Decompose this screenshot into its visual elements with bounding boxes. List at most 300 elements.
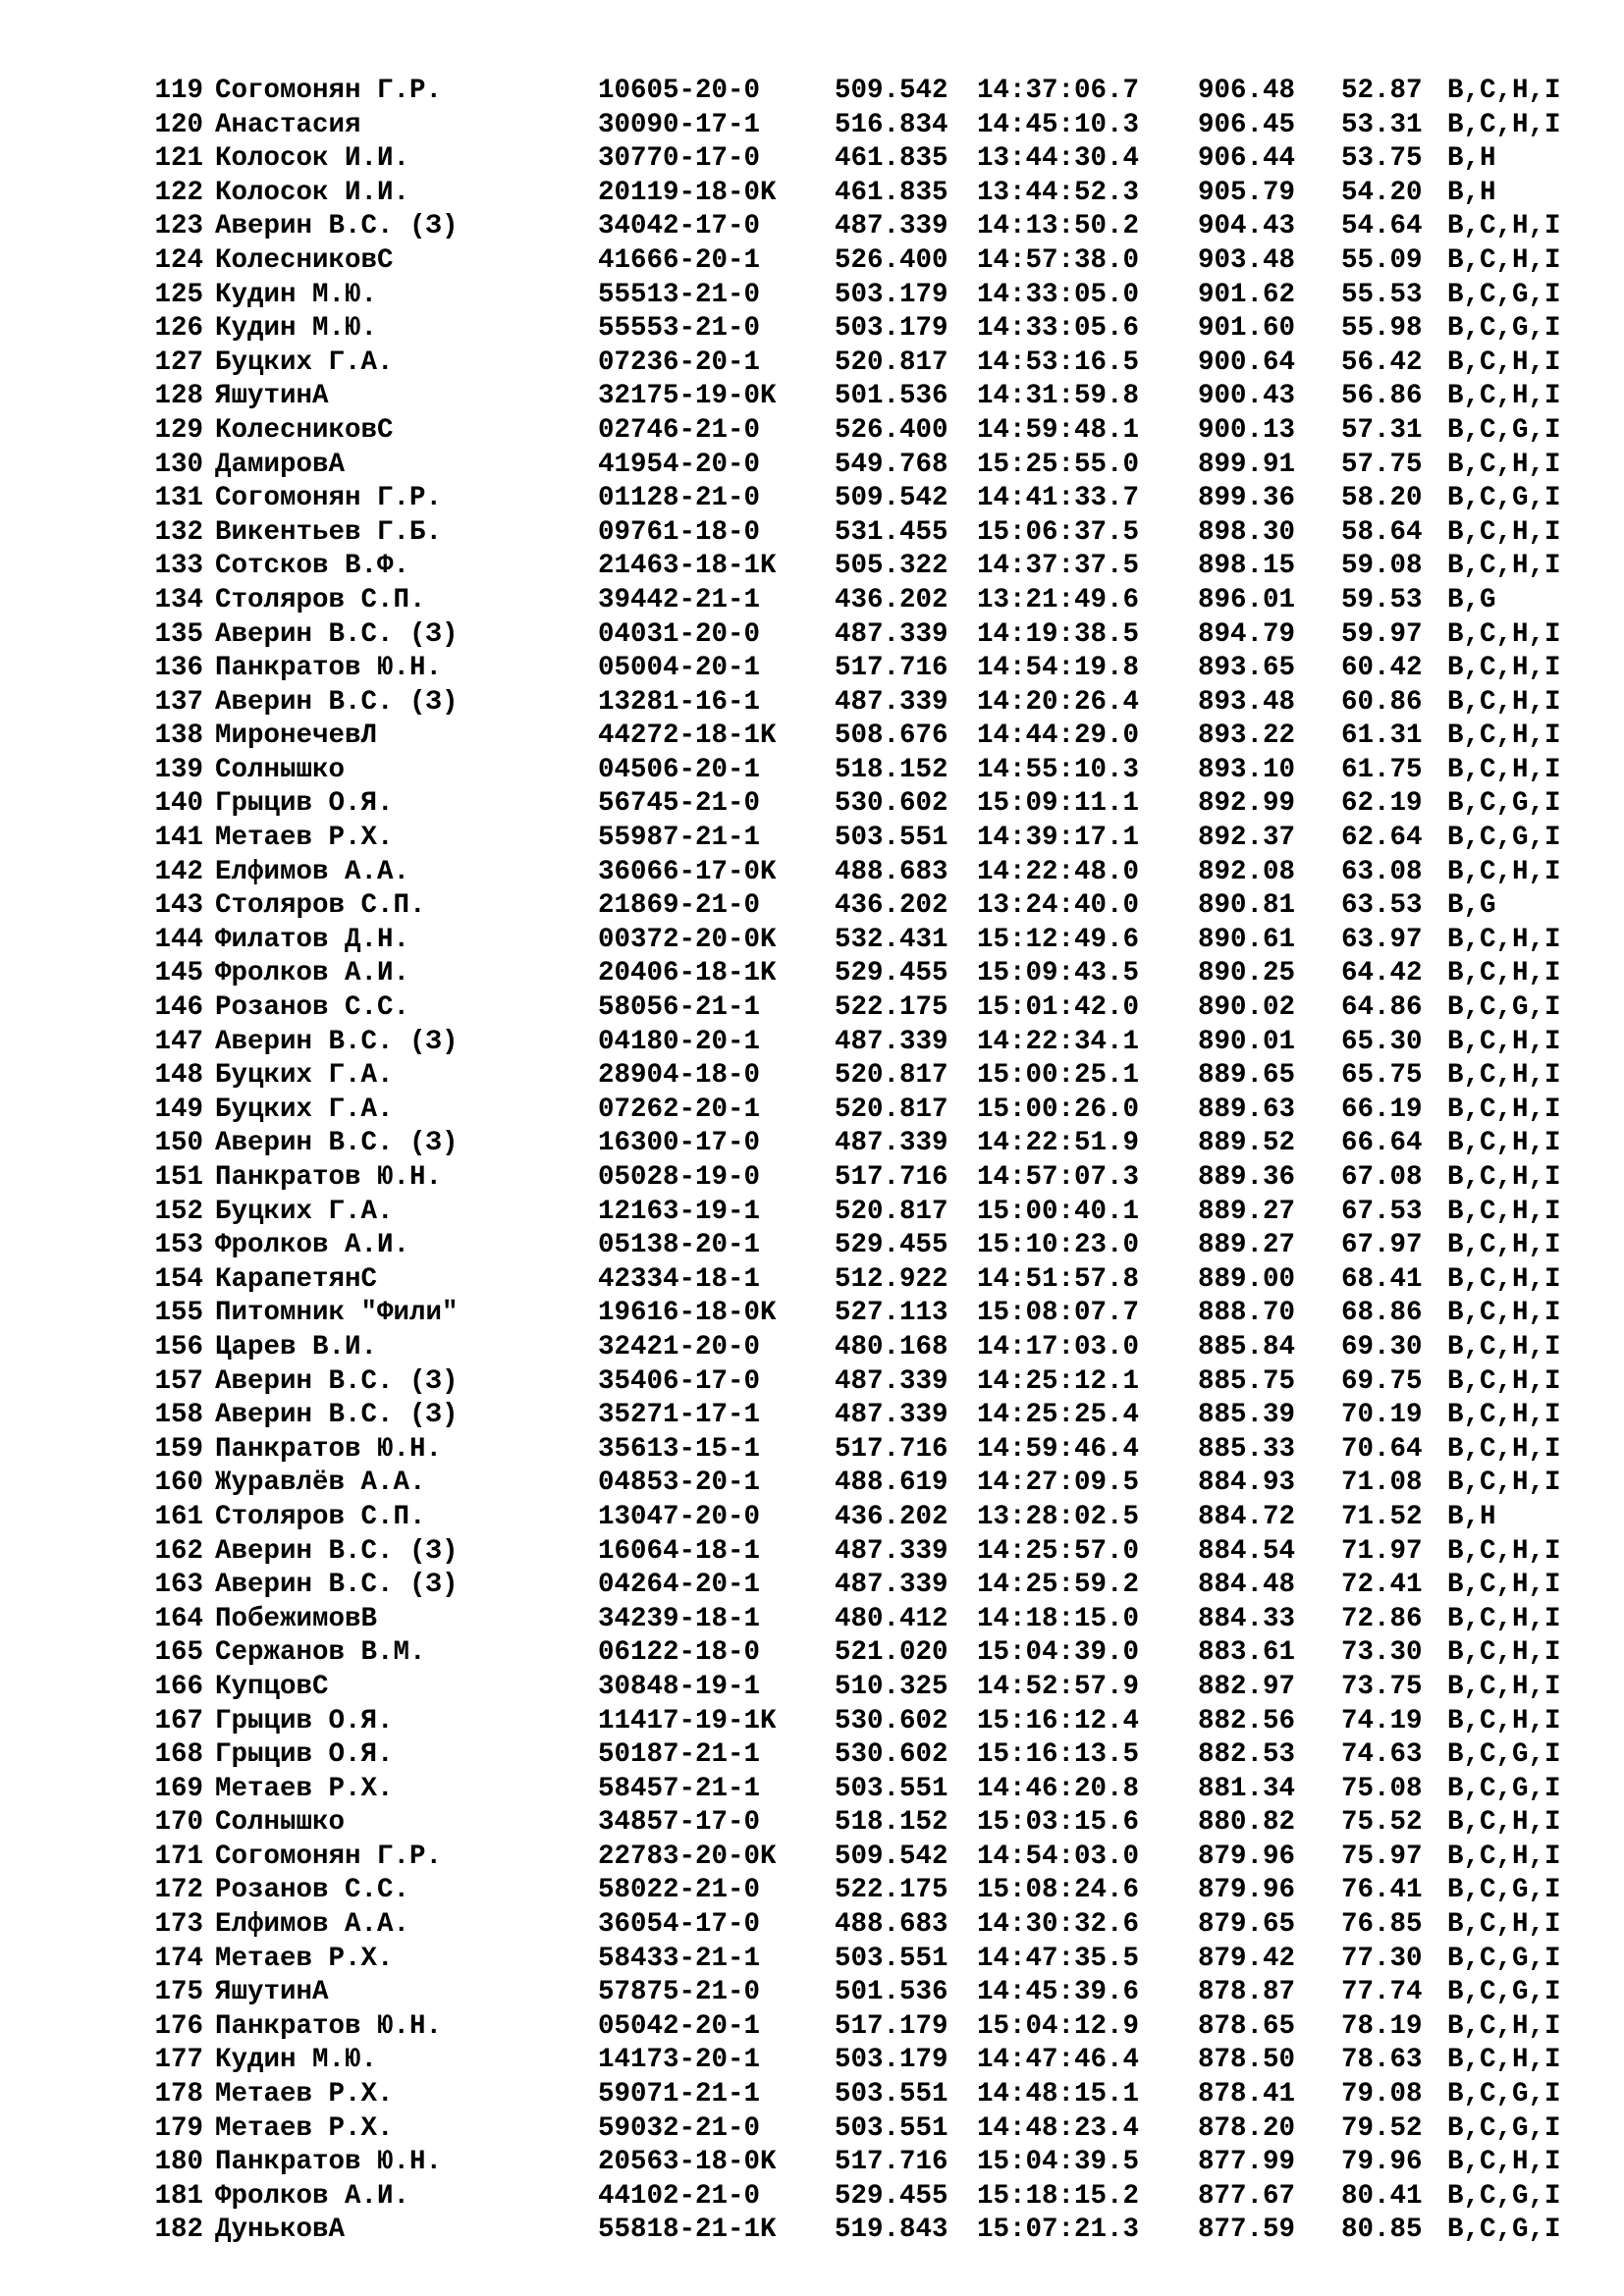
distance-value: 517.179: [835, 2010, 948, 2042]
place-number: 127: [154, 347, 203, 378]
place-number: 172: [154, 1875, 203, 1906]
category-tags: B,C,H,I: [1447, 1230, 1561, 1261]
ring-number: 05028-19-0: [598, 1162, 761, 1193]
table-row: [0, 856, 1624, 890]
speed-value: 893.65: [1198, 653, 1296, 684]
speed-value: 884.33: [1198, 1603, 1296, 1634]
place-number: 142: [154, 856, 203, 887]
ring-number: 05042-20-1: [598, 2010, 761, 2042]
place-number: 144: [154, 924, 203, 955]
arrival-time: 14:18:15.0: [977, 1603, 1140, 1634]
arrival-time: 14:55:10.3: [977, 754, 1140, 785]
speed-value: 878.41: [1198, 2079, 1296, 2110]
fancier-name: Аверин В.С. (З): [215, 1400, 459, 1431]
distance-value: 530.602: [835, 788, 948, 820]
fancier-name: Панкратов Ю.Н.: [215, 2147, 443, 2178]
distance-value: 530.602: [835, 1739, 948, 1771]
speed-value: 893.22: [1198, 721, 1296, 752]
arrival-time: 14:31:59.8: [977, 381, 1140, 412]
arrival-time: 14:25:25.4: [977, 1400, 1140, 1431]
place-number: 169: [154, 1773, 203, 1804]
place-number: 143: [154, 890, 203, 922]
speed-value: 882.97: [1198, 1671, 1296, 1702]
category-tags: B,G: [1447, 890, 1496, 922]
coefficient-value: 64.42: [1341, 958, 1423, 989]
distance-value: 522.175: [835, 992, 948, 1024]
fancier-name: Аверин В.С. (З): [215, 686, 459, 718]
arrival-time: 14:25:57.0: [977, 1535, 1140, 1567]
speed-value: 884.54: [1198, 1535, 1296, 1567]
category-tags: B,C,H,I: [1447, 449, 1561, 480]
coefficient-value: 77.30: [1341, 1943, 1423, 1974]
speed-value: 879.42: [1198, 1943, 1296, 1974]
table-row: [0, 2112, 1624, 2147]
coefficient-value: 54.20: [1341, 177, 1423, 208]
coefficient-value: 69.30: [1341, 1331, 1423, 1362]
distance-value: 522.175: [835, 1875, 948, 1906]
fancier-name: Журавлёв А.А.: [215, 1468, 426, 1499]
ring-number: 34042-17-0: [598, 211, 761, 242]
coefficient-value: 76.41: [1341, 1875, 1423, 1906]
arrival-time: 15:09:43.5: [977, 958, 1140, 989]
table-row: [0, 210, 1624, 244]
coefficient-value: 68.41: [1341, 1263, 1423, 1295]
coefficient-value: 75.52: [1341, 1807, 1423, 1839]
fancier-name: Кудин М.Ю.: [215, 279, 378, 310]
ring-number: 50187-21-1: [598, 1739, 761, 1771]
category-tags: B,C,H,I: [1447, 1026, 1561, 1057]
arrival-time: 14:59:48.1: [977, 414, 1140, 446]
coefficient-value: 74.19: [1341, 1705, 1423, 1736]
table-row: [0, 957, 1624, 991]
arrival-time: 15:12:49.6: [977, 924, 1140, 955]
fancier-name: Столяров С.П.: [215, 890, 426, 922]
arrival-time: 14:53:16.5: [977, 347, 1140, 378]
ring-number: 14173-20-1: [598, 2045, 761, 2076]
fancier-name: Елфимов А.А.: [215, 856, 410, 887]
category-tags: B,C,G,I: [1447, 414, 1561, 446]
arrival-time: 14:22:48.0: [977, 856, 1140, 887]
table-row: [0, 1399, 1624, 1433]
ring-number: 35271-17-1: [598, 1400, 761, 1431]
table-row: [0, 1059, 1624, 1094]
ring-number: 35406-17-0: [598, 1365, 761, 1397]
table-row: [0, 686, 1624, 721]
ring-number: 04180-20-1: [598, 1026, 761, 1057]
fancier-name: Филатов Д.Н.: [215, 924, 410, 955]
table-row: [0, 142, 1624, 177]
place-number: 176: [154, 2010, 203, 2042]
category-tags: B,C,H,I: [1447, 1298, 1561, 1329]
table-row: [0, 584, 1624, 618]
speed-value: 906.44: [1198, 143, 1296, 175]
category-tags: B,C,H,I: [1447, 1841, 1561, 1872]
arrival-time: 15:00:25.1: [977, 1060, 1140, 1092]
coefficient-value: 74.63: [1341, 1739, 1423, 1771]
ring-number: 58457-21-1: [598, 1773, 761, 1804]
category-tags: B,C,H,I: [1447, 1468, 1561, 1499]
coefficient-value: 76.85: [1341, 1909, 1423, 1941]
fancier-name: Аверин В.С. (З): [215, 1535, 459, 1567]
distance-value: 488.683: [835, 1909, 948, 1941]
distance-value: 527.113: [835, 1298, 948, 1329]
speed-value: 879.65: [1198, 1909, 1296, 1941]
category-tags: B,C,H,I: [1447, 2045, 1561, 2076]
speed-value: 892.99: [1198, 788, 1296, 820]
category-tags: B,C,G,I: [1447, 2079, 1561, 2110]
ring-number: 32421-20-0: [598, 1331, 761, 1362]
ring-number: 39442-21-1: [598, 584, 761, 615]
table-row: [0, 449, 1624, 483]
fancier-name: Буцких Г.А.: [215, 1196, 394, 1227]
place-number: 170: [154, 1807, 203, 1839]
ring-number: 41666-20-1: [598, 244, 761, 276]
category-tags: B,C,H,I: [1447, 721, 1561, 752]
place-number: 173: [154, 1909, 203, 1941]
arrival-time: 15:10:23.0: [977, 1230, 1140, 1261]
ring-number: 41954-20-0: [598, 449, 761, 480]
fancier-name: Розанов С.С.: [215, 1875, 410, 1906]
place-number: 156: [154, 1331, 203, 1362]
speed-value: 879.96: [1198, 1875, 1296, 1906]
arrival-time: 15:25:55.0: [977, 449, 1140, 480]
fancier-name: Царев В.И.: [215, 1331, 378, 1362]
ring-number: 04506-20-1: [598, 754, 761, 785]
speed-value: 893.48: [1198, 686, 1296, 718]
distance-value: 480.168: [835, 1331, 948, 1362]
fancier-name: Кудин М.Ю.: [215, 2045, 378, 2076]
table-row: [0, 414, 1624, 449]
distance-value: 436.202: [835, 890, 948, 922]
ring-number: 05138-20-1: [598, 1230, 761, 1261]
speed-value: 879.96: [1198, 1841, 1296, 1872]
table-row: [0, 2146, 1624, 2180]
category-tags: B,C,H,I: [1447, 1128, 1561, 1159]
place-number: 159: [154, 1433, 203, 1465]
coefficient-value: 72.86: [1341, 1603, 1423, 1634]
ring-number: 34857-17-0: [598, 1807, 761, 1839]
coefficient-value: 70.19: [1341, 1400, 1423, 1431]
distance-value: 503.551: [835, 2079, 948, 2110]
table-row: [0, 991, 1624, 1026]
speed-value: 882.56: [1198, 1705, 1296, 1736]
table-row: [0, 618, 1624, 653]
ring-number: 55987-21-1: [598, 823, 761, 854]
place-number: 139: [154, 754, 203, 785]
coefficient-value: 57.75: [1341, 449, 1423, 480]
fancier-name: Панкратов Ю.Н.: [215, 2010, 443, 2042]
coefficient-value: 73.75: [1341, 1671, 1423, 1702]
distance-value: 532.431: [835, 924, 948, 955]
category-tags: B,C,H,I: [1447, 856, 1561, 887]
table-row: [0, 1705, 1624, 1739]
fancier-name: Согомонян Г.Р.: [215, 76, 443, 106]
speed-value: 905.79: [1198, 177, 1296, 208]
coefficient-value: 71.97: [1341, 1535, 1423, 1567]
arrival-time: 15:04:39.5: [977, 2147, 1140, 2178]
speed-value: 899.91: [1198, 449, 1296, 480]
ring-number: 44272-18-1K: [598, 721, 777, 752]
coefficient-value: 79.52: [1341, 2112, 1423, 2144]
category-tags: B,C,H,I: [1447, 2010, 1561, 2042]
place-number: 165: [154, 1637, 203, 1669]
place-number: 124: [154, 244, 203, 276]
fancier-name: КупцовС: [215, 1671, 329, 1702]
coefficient-value: 59.08: [1341, 551, 1423, 582]
coefficient-value: 75.97: [1341, 1841, 1423, 1872]
speed-value: 885.39: [1198, 1400, 1296, 1431]
ring-number: 07236-20-1: [598, 347, 761, 378]
coefficient-value: 62.64: [1341, 823, 1423, 854]
fancier-name: Грыцив О.Я.: [215, 1705, 394, 1736]
coefficient-value: 78.63: [1341, 2045, 1423, 2076]
fancier-name: Аверин В.С. (З): [215, 1128, 459, 1159]
place-number: 160: [154, 1468, 203, 1499]
arrival-time: 14:37:06.7: [977, 76, 1140, 106]
place-number: 162: [154, 1535, 203, 1567]
distance-value: 436.202: [835, 1501, 948, 1532]
distance-value: 526.400: [835, 414, 948, 446]
table-row: [0, 1263, 1624, 1298]
arrival-time: 14:51:57.8: [977, 1263, 1140, 1295]
ring-number: 13047-20-0: [598, 1501, 761, 1532]
table-row: [0, 1467, 1624, 1501]
table-row: [0, 1773, 1624, 1807]
coefficient-value: 67.08: [1341, 1162, 1423, 1193]
place-number: 149: [154, 1094, 203, 1125]
distance-value: 480.412: [835, 1603, 948, 1634]
distance-value: 529.455: [835, 2180, 948, 2212]
distance-value: 503.179: [835, 2045, 948, 2076]
ring-number: 07262-20-1: [598, 1094, 761, 1125]
place-number: 171: [154, 1841, 203, 1872]
fancier-name: ПобежимовВ: [215, 1603, 378, 1634]
fancier-name: Питомник "Фили": [215, 1298, 459, 1329]
distance-value: 461.835: [835, 177, 948, 208]
distance-value: 508.676: [835, 721, 948, 752]
table-row: [0, 1026, 1624, 1060]
category-tags: B,H: [1447, 1501, 1496, 1532]
table-row: [0, 312, 1624, 347]
fancier-name: ЯшутинА: [215, 381, 329, 412]
distance-value: 510.325: [835, 1671, 948, 1702]
fancier-name: Буцких Г.А.: [215, 1094, 394, 1125]
fancier-name: Аверин В.С. (З): [215, 1365, 459, 1397]
distance-value: 487.339: [835, 1365, 948, 1397]
category-tags: B,C,H,I: [1447, 516, 1561, 548]
arrival-time: 14:39:17.1: [977, 823, 1140, 854]
arrival-time: 14:33:05.6: [977, 313, 1140, 345]
ring-number: 16300-17-0: [598, 1128, 761, 1159]
category-tags: B,C,H,I: [1447, 754, 1561, 785]
category-tags: B,C,G,I: [1447, 1739, 1561, 1771]
place-number: 136: [154, 653, 203, 684]
ring-number: 57875-21-0: [598, 1977, 761, 2008]
speed-value: 901.60: [1198, 313, 1296, 345]
table-row: [0, 1908, 1624, 1943]
place-number: 180: [154, 2147, 203, 2178]
ring-number: 04031-20-0: [598, 618, 761, 650]
coefficient-value: 69.75: [1341, 1365, 1423, 1397]
coefficient-value: 55.98: [1341, 313, 1423, 345]
table-row: [0, 279, 1624, 313]
coefficient-value: 66.19: [1341, 1094, 1423, 1125]
speed-value: 878.87: [1198, 1977, 1296, 2008]
arrival-time: 14:33:05.0: [977, 279, 1140, 310]
ring-number: 09761-18-0: [598, 516, 761, 548]
place-number: 130: [154, 449, 203, 480]
arrival-time: 14:25:59.2: [977, 1570, 1140, 1601]
place-number: 181: [154, 2180, 203, 2212]
arrival-time: 14:19:38.5: [977, 618, 1140, 650]
fancier-name: Колосок И.И.: [215, 143, 410, 175]
table-row: [0, 720, 1624, 754]
ring-number: 34239-18-1: [598, 1603, 761, 1634]
place-number: 152: [154, 1196, 203, 1227]
ring-number: 12163-19-1: [598, 1196, 761, 1227]
coefficient-value: 61.31: [1341, 721, 1423, 752]
distance-value: 517.716: [835, 653, 948, 684]
table-row: [0, 1806, 1624, 1841]
arrival-time: 14:46:20.8: [977, 1773, 1140, 1804]
category-tags: B,C,H,I: [1447, 381, 1561, 412]
table-row: [0, 1297, 1624, 1331]
coefficient-value: 64.86: [1341, 992, 1423, 1024]
coefficient-value: 57.31: [1341, 414, 1423, 446]
table-row: [0, 1535, 1624, 1570]
speed-value: 904.43: [1198, 211, 1296, 242]
place-number: 140: [154, 788, 203, 820]
fancier-name: Аверин В.С. (З): [215, 618, 459, 650]
place-number: 167: [154, 1705, 203, 1736]
fancier-name: Колосок И.И.: [215, 177, 410, 208]
table-row: [0, 1501, 1624, 1535]
place-number: 177: [154, 2045, 203, 2076]
fancier-name: КолесниковС: [215, 244, 394, 276]
distance-value: 509.542: [835, 483, 948, 514]
ring-number: 36054-17-0: [598, 1909, 761, 1941]
ring-number: 21869-21-0: [598, 890, 761, 922]
ring-number: 20119-18-0K: [598, 177, 777, 208]
coefficient-value: 56.86: [1341, 381, 1423, 412]
fancier-name: Согомонян Г.Р.: [215, 1841, 443, 1872]
distance-value: 529.455: [835, 1230, 948, 1261]
arrival-time: 15:16:12.4: [977, 1705, 1140, 1736]
ring-number: 44102-21-0: [598, 2180, 761, 2212]
ring-number: 30848-19-1: [598, 1671, 761, 1702]
place-number: 182: [154, 2215, 203, 2246]
arrival-time: 15:00:26.0: [977, 1094, 1140, 1125]
distance-value: 501.536: [835, 1977, 948, 2008]
table-row: [0, 1127, 1624, 1161]
category-tags: B,C,H,I: [1447, 1331, 1561, 1362]
speed-value: 898.30: [1198, 516, 1296, 548]
category-tags: B,C,H,I: [1447, 1060, 1561, 1092]
fancier-name: КолесниковС: [215, 414, 394, 446]
table-row: [0, 1976, 1624, 2010]
coefficient-value: 53.75: [1341, 143, 1423, 175]
fancier-name: Буцких Г.А.: [215, 347, 394, 378]
ring-number: 58433-21-1: [598, 1943, 761, 1974]
ring-number: 00372-20-0K: [598, 924, 777, 955]
speed-value: 878.20: [1198, 2112, 1296, 2144]
fancier-name: Согомонян Г.Р.: [215, 483, 443, 514]
table-row: [0, 1161, 1624, 1196]
category-tags: B,C,H,I: [1447, 76, 1561, 106]
speed-value: 885.33: [1198, 1433, 1296, 1465]
distance-value: 501.536: [835, 381, 948, 412]
table-row: [0, 1365, 1624, 1400]
fancier-name: Метаев Р.Х.: [215, 1943, 394, 1974]
coefficient-value: 75.08: [1341, 1773, 1423, 1804]
speed-value: 889.36: [1198, 1162, 1296, 1193]
place-number: 129: [154, 414, 203, 446]
distance-value: 505.322: [835, 551, 948, 582]
category-tags: B,C,H,I: [1447, 1909, 1561, 1941]
place-number: 121: [154, 143, 203, 175]
coefficient-value: 55.09: [1341, 244, 1423, 276]
distance-value: 520.817: [835, 1196, 948, 1227]
distance-value: 530.602: [835, 1705, 948, 1736]
place-number: 120: [154, 109, 203, 140]
category-tags: B,H: [1447, 143, 1496, 175]
category-tags: B,C,H,I: [1447, 686, 1561, 718]
distance-value: 529.455: [835, 958, 948, 989]
distance-value: 521.020: [835, 1637, 948, 1669]
category-tags: B,C,H,I: [1447, 653, 1561, 684]
table-row: [0, 822, 1624, 856]
fancier-name: КарапетянС: [215, 1263, 378, 1295]
distance-value: 518.152: [835, 754, 948, 785]
speed-value: 877.59: [1198, 2215, 1296, 2246]
speed-value: 889.63: [1198, 1094, 1296, 1125]
arrival-time: 14:54:03.0: [977, 1841, 1140, 1872]
speed-value: 892.37: [1198, 823, 1296, 854]
category-tags: B,C,G,I: [1447, 1773, 1561, 1804]
ring-number: 58022-21-0: [598, 1875, 761, 1906]
fancier-name: Панкратов Ю.Н.: [215, 1162, 443, 1193]
ring-number: 55513-21-0: [598, 279, 761, 310]
ring-number: 01128-21-0: [598, 483, 761, 514]
place-number: 153: [154, 1230, 203, 1261]
distance-value: 509.542: [835, 1841, 948, 1872]
category-tags: B,C,H,I: [1447, 958, 1561, 989]
table-row: [0, 2044, 1624, 2078]
arrival-time: 13:44:30.4: [977, 143, 1140, 175]
table-row: [0, 75, 1624, 109]
ring-number: 32175-19-0K: [598, 381, 777, 412]
arrival-time: 14:25:12.1: [977, 1365, 1140, 1397]
speed-value: 878.65: [1198, 2010, 1296, 2042]
arrival-time: 15:07:21.3: [977, 2215, 1140, 2246]
arrival-time: 14:22:51.9: [977, 1128, 1140, 1159]
coefficient-value: 79.96: [1341, 2147, 1423, 2178]
category-tags: B,C,H,I: [1447, 1196, 1561, 1227]
coefficient-value: 59.97: [1341, 618, 1423, 650]
distance-value: 509.542: [835, 76, 948, 106]
distance-value: 488.619: [835, 1468, 948, 1499]
speed-value: 877.99: [1198, 2147, 1296, 2178]
distance-value: 503.179: [835, 313, 948, 345]
distance-value: 519.843: [835, 2215, 948, 2246]
distance-value: 503.551: [835, 1773, 948, 1804]
coefficient-value: 67.53: [1341, 1196, 1423, 1227]
fancier-name: Фролков А.И.: [215, 1230, 410, 1261]
arrival-time: 14:59:46.4: [977, 1433, 1140, 1465]
fancier-name: Кудин М.Ю.: [215, 313, 378, 345]
table-row: [0, 889, 1624, 924]
speed-value: 885.75: [1198, 1365, 1296, 1397]
